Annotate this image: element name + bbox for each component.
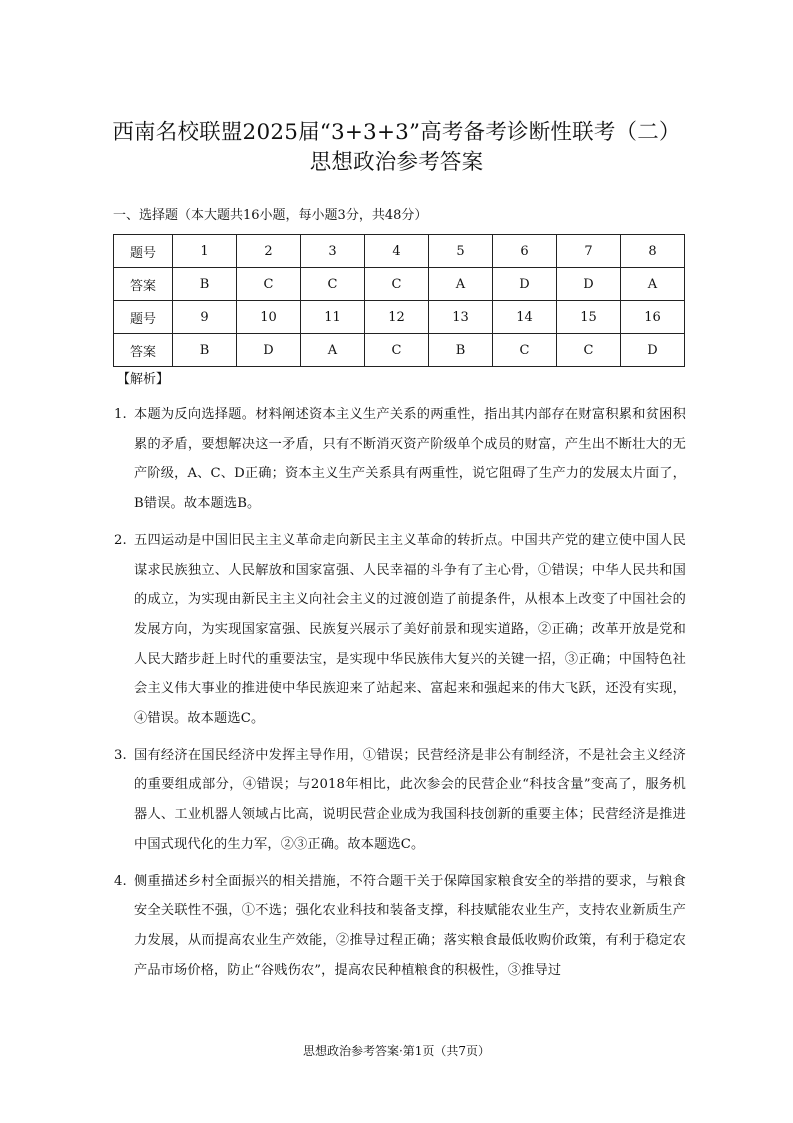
table-row: [114, 268, 685, 301]
item-text: 本题为反向选择题。材料阐述资本主义生产关系的两重性，指出其内部存在财富积累和贫困积累的矛盾，要想解决这一矛盾，只有不断消灭资产阶级单个成员的财富，产生出不断壮大的无产阶级，A、C、D正确；资本主义生产关系具有两重性，说它阻碍了生产力的发展太片面了，B错误。故本题选B。: [134, 407, 686, 512]
table-cell: B: [429, 334, 493, 367]
item-number: 2.: [114, 532, 127, 548]
table-row: [114, 334, 685, 367]
page-footer: 思想政治参考答案·第1页（共7页）: [302, 1044, 491, 1058]
document-title-line2: 思想政治参考答案: [309, 150, 484, 175]
row-label: 题号: [114, 235, 173, 268]
table-cell: 5: [429, 235, 493, 268]
table-cell: D: [237, 334, 301, 367]
table-cell: C: [365, 268, 429, 301]
table-cell: D: [557, 268, 621, 301]
table-cell: C: [557, 334, 621, 367]
table-cell: 10: [237, 301, 301, 334]
item-text: 国有经济在国民经济中发挥主导作用，①错误；民营经济是非公有制经济，不是社会主义经济的重要组成部分，④错误；与2018年相比，此次参会的民营企业“科技含量”变高了，服务机器人、工业机器人领域占比高，说明民营企业成为我国科技创新的重要主体；民营经济是推进中国式现代化的生力军，②③正确。故本题选C。: [134, 747, 686, 852]
table-row: [114, 235, 685, 268]
table-cell: 12: [365, 301, 429, 334]
document-title-line1: 西南名校联盟2025届“3+3+3”高考备考诊断性联考（二）: [112, 120, 681, 145]
table-cell: 3: [301, 235, 365, 268]
analysis-list: [114, 400, 686, 992]
table-cell: 6: [493, 235, 557, 268]
table-cell: A: [429, 268, 493, 301]
table-cell: A: [301, 334, 365, 367]
table-cell: A: [621, 268, 685, 301]
row-label: 答案: [114, 268, 173, 301]
list-item: [114, 526, 686, 734]
table-cell: D: [621, 334, 685, 367]
row-label: 答案: [114, 334, 173, 367]
table-cell: 4: [365, 235, 429, 268]
item-text: 五四运动是中国旧民主主义革命走向新民主主义革命的转折点。中国共产党的建立使中国人民谋求民族独立、人民解放和国家富强、人民幸福的斗争有了主心骨，①错误；中华人民共和国的成立，为实现由新民主主义向社会主义的过渡创造了前提条件，从根本上改变了中国社会的发展方向，为实现国家富强、民族复兴展示了美好前景和现实道路，②正确；改革开放是党和人民大踏步赶上时代的重要法宝，是实现中华民族伟大复兴的关键一招，③正确；中国特色社会主义伟大事业的推进使中华民族迎来了站起来、富起来和强起来的伟大飞跃，还没有实现，④错误。故本题选C。: [134, 532, 686, 727]
table-row: [114, 301, 685, 334]
table-cell: B: [173, 334, 237, 367]
table-cell: C: [301, 268, 365, 301]
section-heading: 一、选择题（本大题共16小题，每小题3分，共48分）: [113, 208, 428, 223]
table-cell: 7: [557, 235, 621, 268]
table-cell: C: [365, 334, 429, 367]
table-cell: 13: [429, 301, 493, 334]
table-cell: B: [173, 268, 237, 301]
analysis-label: 【解析】: [117, 372, 170, 387]
table-cell: 11: [301, 301, 365, 334]
table-cell: 8: [621, 235, 685, 268]
answer-table: [113, 234, 685, 367]
table-cell: C: [237, 268, 301, 301]
table-cell: 2: [237, 235, 301, 268]
table-cell: C: [493, 334, 557, 367]
item-number: 3.: [114, 747, 127, 763]
table-cell: D: [493, 268, 557, 301]
table-cell: 15: [557, 301, 621, 334]
table-cell: 1: [173, 235, 237, 268]
item-text: 侧重描述乡村全面振兴的相关措施，不符合题干关于保障国家粮食安全的举措的要求，与粮食安全关联性不强，①不选；强化农业科技和装备支撑，科技赋能农业生产，支持农业新质生产力发展，从而提高农业生产效能，②推导过程正确；落实粮食最低收购价政策，有利于稳定农产品市场价格，防止“谷贱伤农”，提高农民种植粮食的积极性，③推导过: [134, 873, 686, 978]
item-number: 1.: [114, 407, 127, 422]
table-cell: 9: [173, 301, 237, 334]
table-cell: 14: [493, 301, 557, 334]
list-item: [114, 400, 686, 519]
table-cell: 16: [621, 301, 685, 334]
list-item: [114, 867, 686, 986]
list-item: [114, 741, 686, 860]
row-label: 题号: [114, 301, 173, 334]
item-number: 4.: [114, 873, 127, 889]
